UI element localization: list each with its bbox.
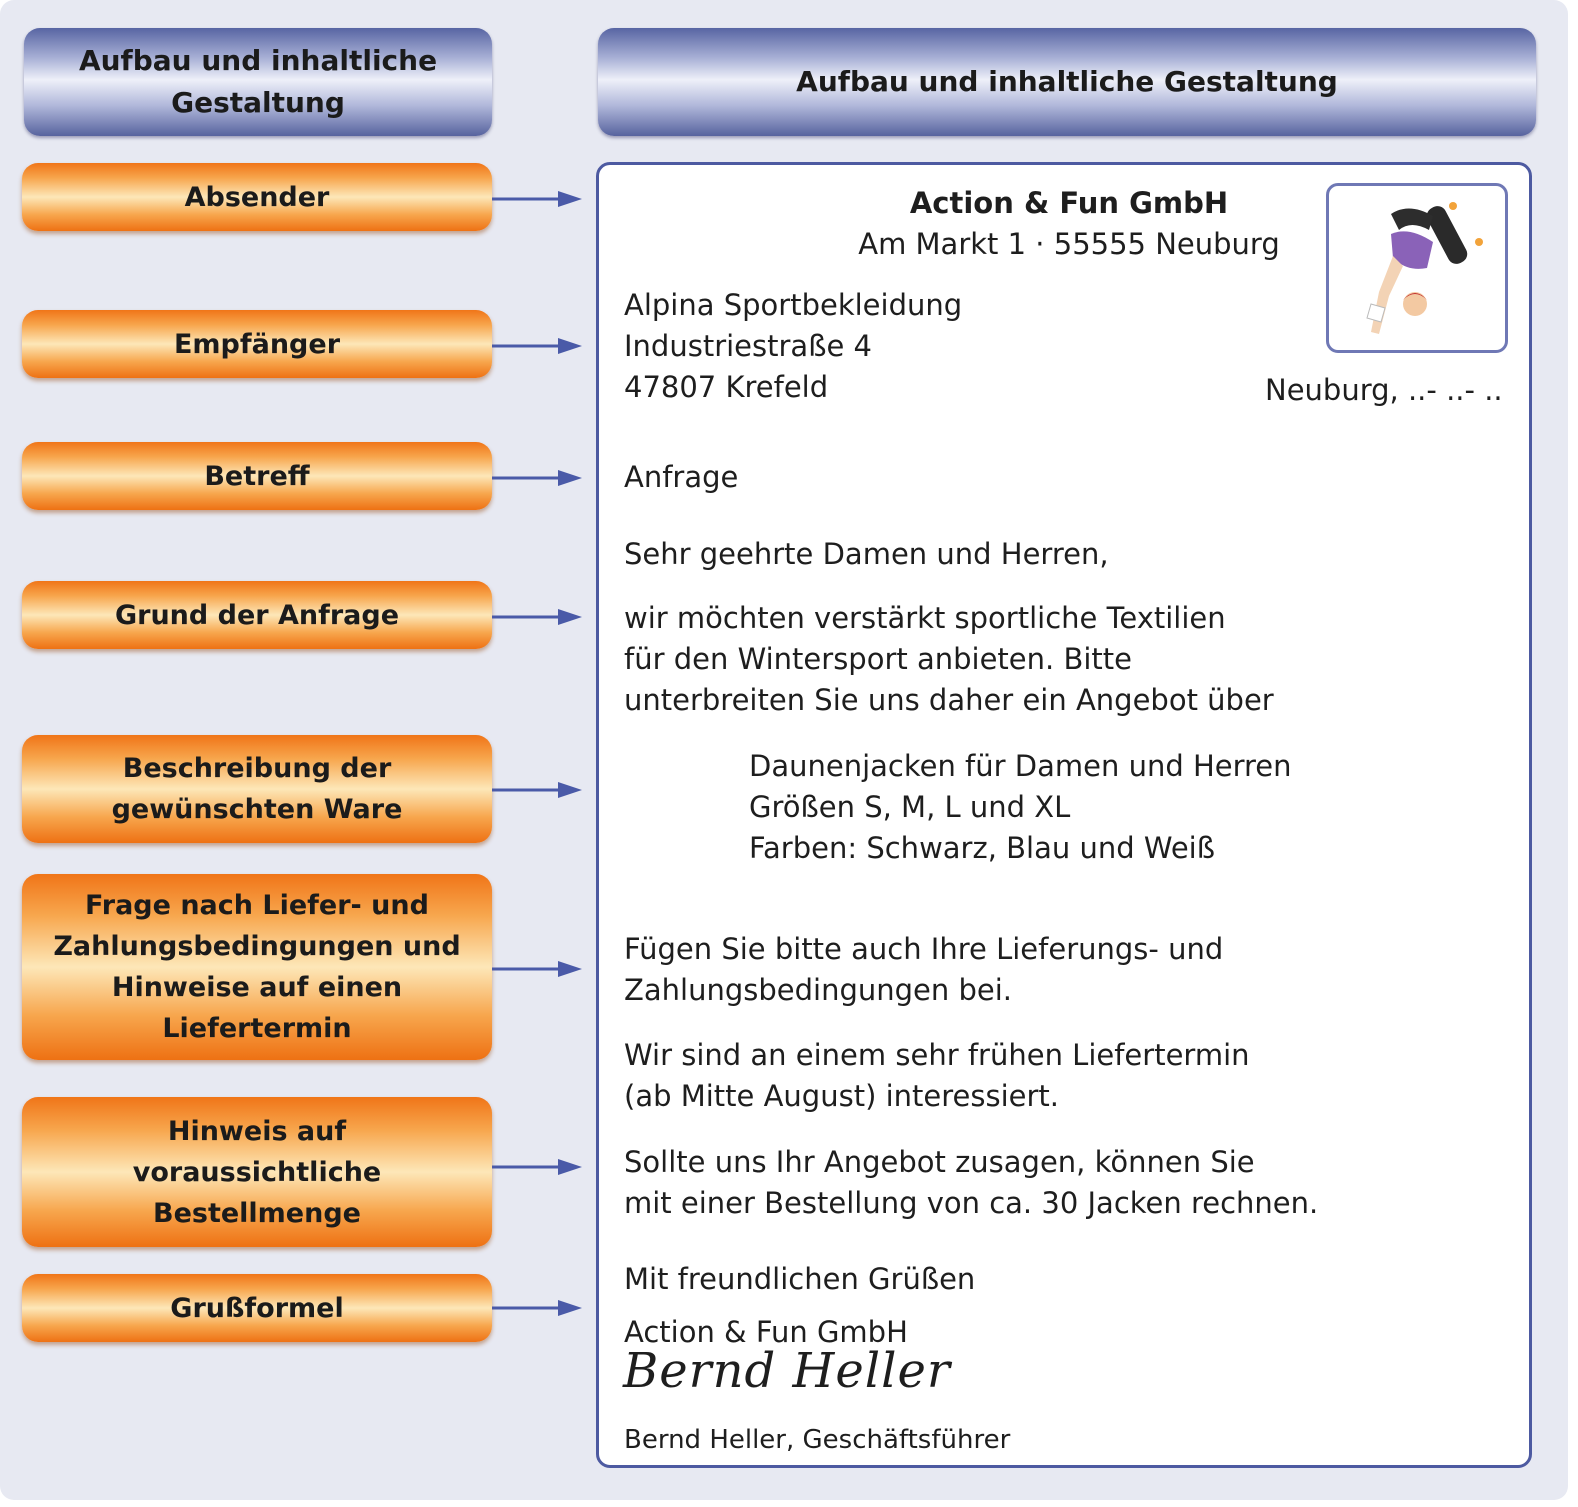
label-betreff-text: Betreff <box>204 460 310 492</box>
label-bestellmenge <box>22 1097 492 1247</box>
label-beschreibung-text: Beschreibung der gewünschten Ware <box>111 753 403 825</box>
arrow-right-icon <box>492 1298 584 1318</box>
skateboarder-icon <box>1329 186 1505 350</box>
recipient-address: Alpina Sportbekleidung Industriestraße 4 47807 Krefeld <box>624 288 963 404</box>
label-empfaenger <box>22 310 492 378</box>
left-header <box>24 28 492 136</box>
label-grund <box>22 581 492 649</box>
label-beschreibung <box>22 735 492 843</box>
arrow-right-icon <box>492 780 584 800</box>
logo <box>1326 183 1508 353</box>
letter-sender <box>849 183 1289 265</box>
sender-name: Action & Fun GmbH <box>909 186 1229 220</box>
letter <box>596 162 1532 1468</box>
subject-line: Anfrage <box>624 460 739 494</box>
signer-line: Bernd Heller, Geschäftsführer <box>624 1425 1011 1455</box>
label-liefer-zahlung <box>22 874 492 1060</box>
right-header <box>598 28 1536 136</box>
sender-address: Am Markt 1 · 55555 Neuburg <box>858 227 1280 261</box>
quantity-paragraph: Sollte uns Ihr Angebot zusagen, können Sie mit einer Bestellung von ca. 30 Jacken rechnen. <box>624 1145 1319 1220</box>
closing-formula: Mit freundlichen Grüßen <box>624 1262 976 1296</box>
label-absender <box>22 163 492 231</box>
arrow-right-icon <box>492 468 584 488</box>
label-bestellmenge-text: Hinweis auf voraussichtliche Bestellmenge <box>132 1115 382 1229</box>
goods-description: Daunenjacken für Damen und Herren Größen S, M, L und XL Farben: Schwarz, Blau und Weiß <box>749 749 1292 865</box>
conditions-paragraph: Fügen Sie bitte auch Ihre Lieferungs- und Zahlungsbedingungen bei. <box>624 932 1224 1007</box>
arrow-right-icon <box>492 959 584 979</box>
left-header-text: Aufbau und inhaltliche Gestaltung <box>78 44 438 119</box>
label-empfaenger-text: Empfänger <box>173 328 341 360</box>
signature: Bernd Heller <box>623 1343 951 1399</box>
label-grund-text: Grund der Anfrage <box>114 599 400 631</box>
arrow-right-icon <box>492 1157 584 1177</box>
right-header-text: Aufbau und inhaltliche Gestaltung <box>796 65 1338 98</box>
arrow-right-icon <box>492 607 584 627</box>
arrow-right-icon <box>492 336 584 356</box>
date-line: Neuburg, ..- ..- .. <box>1265 373 1503 407</box>
salutation: Sehr geehrte Damen und Herren, <box>624 537 1109 571</box>
label-grussformel-text: Grußformel <box>170 1292 344 1324</box>
arrow-right-icon <box>492 189 584 209</box>
label-betreff <box>22 442 492 510</box>
intro-paragraph: wir möchten verstärkt sportliche Textilien für den Wintersport anbieten. Bitte unterbreiten Sie uns daher ein Angebot über <box>624 601 1274 717</box>
delivery-paragraph: Wir sind an einem sehr frühen Liefertermin (ab Mitte August) interessiert. <box>624 1038 1250 1113</box>
closing-company: Action & Fun GmbH <box>624 1315 908 1349</box>
label-absender-text: Absender <box>184 181 330 213</box>
label-liefer-zahlung-text: Frage nach Liefer- und Zahlungsbedingungen und Hinweise auf einen Liefertermin <box>53 890 461 1044</box>
label-grussformel <box>22 1274 492 1342</box>
